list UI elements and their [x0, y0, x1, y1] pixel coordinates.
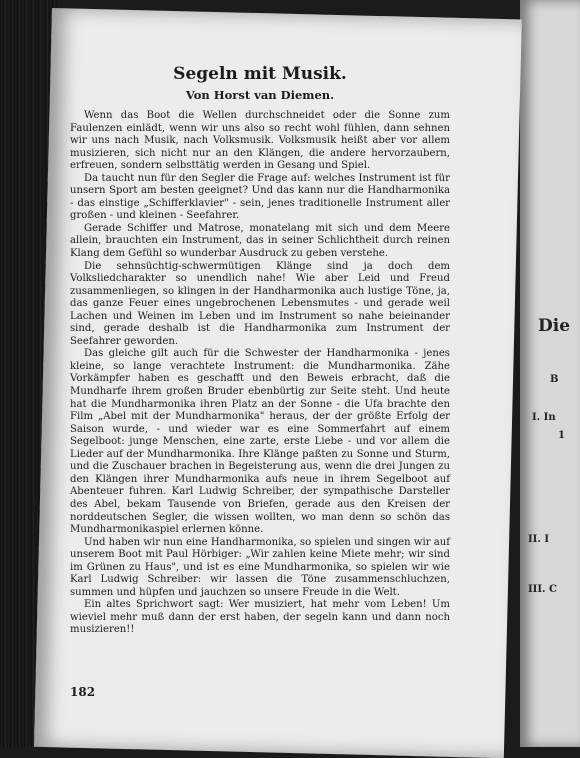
facing-page-fragment: III. C [528, 584, 557, 595]
facing-page [520, 0, 580, 747]
paragraph: Gerade Schiffer und Matrose, monatelang mit sich und dem Meere allein, brauchten ein Instrument, das in seiner Schlichtheit durch reinen Klang dem Gefühl so wunderbar Ausdruck zu geben verstehe. [70, 222, 450, 260]
author-line: Von Horst van Diemen. [185, 88, 335, 102]
facing-page-fragment: B [550, 374, 559, 385]
page-title: Segeln mit Musik. [173, 64, 347, 84]
paragraph: Wenn das Boot die Wellen durchschneidet oder die Sonne zum Faulenzen einlädt, wenn wir uns also so recht wohl fühlen, dann sehnen wir uns nach Musik, nach Volksmusik. Volksmusik heißt aber vor allem musizieren, sich nicht nur an den Klängen, die andere hervorzaubern, erfreuen, sondern selbsttätig werden in Gesang und Spiel. [70, 110, 450, 172]
paragraph: Ein altes Sprichwort sagt: Wer musiziert, hat mehr vom Leben! Um wieviel mehr muß dann der erst haben, der segeln kann und dann noch musizieren!! [70, 599, 450, 636]
facing-page-fragment: I. In [532, 412, 556, 423]
paragraph: Die sehnsüchtig-schwermütigen Klänge sind ja doch dem Volksliedcharakter so unendlich nahe! Wie aber Leid und Freud zusammenliegen, so klingen in der Handharmonika auch lustige Töne, ja, das ganze Feuer eines ungebrochenen Lebensmutes - und gerade weil Lachen und Weinen im Leben und im Instrument so nahe beieinander sind, gerade deshalb ist die Handharmonika zum Instrument der Seefahrer geworden. [70, 260, 450, 347]
facing-page-fragment: II. I [528, 534, 549, 545]
body-text [70, 110, 450, 637]
page-content [70, 64, 450, 637]
paragraph: Das gleiche gilt auch für die Schwester der Handharmonika - jenes kleine, so lange verachtete Instrument: die Mundharmonika. Zähe Vorkämpfer haben es geschafft und den Beweis erbracht, daß die Mundharfe ihrem großen Bruder ebenbürtig zur Seite steht. Und heute hat die Mundharmonika ihren Platz an der Sonne - die Ufa brachte den Film „Abel mit der Mundharmonika" heraus, der der größte Erfolg der Saison wurde, - und wieder war es eine Sommerfahrt auf einem Segelboot: junge Menschen, eine zarte, erste Liebe - und vor allem die Lieder auf der Mundharmonika. Ihre Klänge paßten zu Sonne und Sturm, und die Zuschauer brachen in Begeisterung aus, wenn die drei Jungen zu den Klängen ihrer Mundharmonika aufs neue in ihrem Segelboot auf Abenteuer fuhren. Karl Ludwig Schreiber, der sympathische Darsteller des Abel, bekam Tausende von Briefen, gerade aus den Kreisen der norddeutschen Segler, die wissen wollten, wo man denn so schön das Mundharmonikaspiel erlernen könne. [70, 348, 450, 536]
facing-page-heading: Die [538, 316, 571, 336]
page-number: 182 [70, 685, 96, 699]
paragraph: Und haben wir nun eine Handharmonika, so spielen und singen wir auf unserem Boot mit Paul Hörbiger: „Wir zahlen keine Miete mehr; wir sind im Grünen zu Haus", und ist es eine Mundharmonika, so spielen wir wie Karl Ludwig Schreiber: wir lassen die Töne zusammenschluchzen, summen und hüpfen und jauchzen so unsere Freude in die Welt. [70, 536, 450, 598]
facing-page-fragment: 1 [558, 430, 565, 441]
paragraph: Da taucht nun für den Segler die Frage auf: welches Instrument ist für unsern Sport am besten geeignet? Und das kann nur die Handharmonika - das einstige „Schifferklavier" - sein, jenes traditionelle Instrument aller großen - und kleinen - Seefahrer. [70, 172, 450, 222]
